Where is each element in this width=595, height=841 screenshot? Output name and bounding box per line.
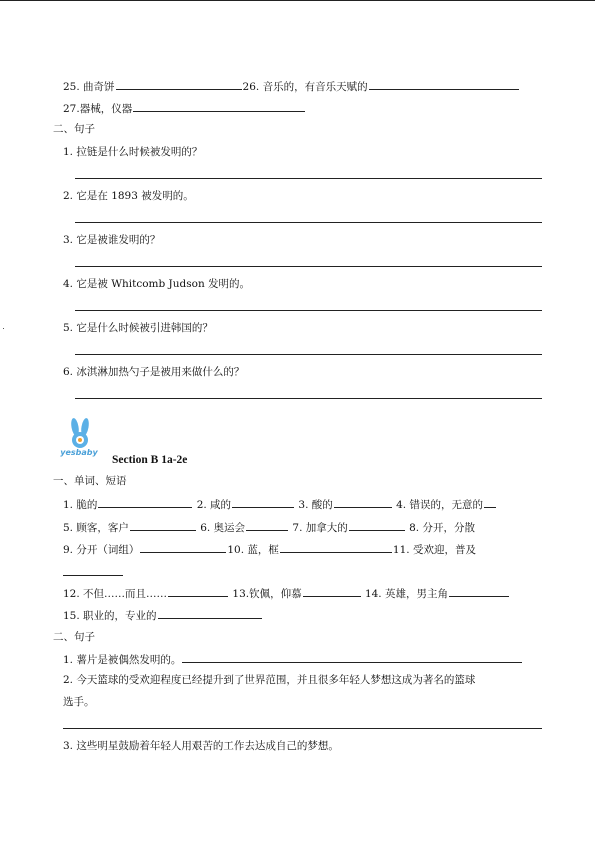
answer-blank[interactable] (303, 586, 361, 597)
vocab-row-5 (63, 608, 263, 623)
top-border (0, 0, 595, 1)
answer-line[interactable] (75, 222, 542, 223)
answer-blank[interactable] (130, 520, 196, 531)
answer-blank[interactable] (182, 652, 522, 663)
vocab-item-6: 6. 奥运会 (200, 522, 246, 534)
sentence-question-3: 3. 它是被谁发明的？ (63, 234, 161, 246)
vocab-item-5: 5. 顾客，客户 (63, 522, 129, 534)
vocab-item-10: 10. 蓝，框 (227, 544, 279, 556)
logo-text: yesbaby (60, 448, 98, 457)
vocab-item-27: 27.器械，仪器 (63, 103, 133, 115)
vocab-item-1: 1. 脆的 (63, 499, 98, 511)
sentence-b-1: 1. 薯片是被偶然发明的。 (63, 654, 182, 666)
answer-line[interactable] (75, 178, 542, 179)
sentence-question-5: 5. 它是什么时候被引进韩国的？ (63, 322, 213, 334)
sentence-b-3: 3. 这些明星鼓励着年轻人用艰苦的工作去达成自己的梦想。 (63, 740, 339, 752)
answer-blank[interactable] (484, 497, 496, 508)
sentence-question-1: 1. 拉链是什么时候被发明的？ (63, 146, 203, 158)
margin-mark (3, 328, 4, 329)
rabbit-logo-icon (55, 418, 103, 462)
vocab-row-27 (63, 101, 306, 116)
sentence-question-4: 4. 它是被 Whitcomb Judson 发明的。 (63, 278, 251, 290)
sentence-b-1-row (63, 652, 523, 667)
answer-blank[interactable] (168, 586, 228, 597)
answer-line[interactable] (75, 354, 542, 355)
section-title: Section B 1a-2e (112, 454, 188, 466)
answer-blank[interactable] (140, 542, 226, 553)
answer-blank[interactable] (334, 497, 392, 508)
vocab-item-3: 3. 酸的 (298, 499, 333, 511)
sentence-question-6: 6. 冰淇淋加热勺子是被用来做什么的？ (63, 366, 245, 378)
section-heading-sentences-b: 二、句子 (53, 631, 95, 643)
answer-blank[interactable] (280, 542, 392, 553)
answer-blank[interactable] (133, 101, 305, 112)
vocab-item-14: 14. 英雄，男主角 (364, 588, 448, 600)
vocab-item-25: 25. 曲奇饼 (63, 81, 115, 93)
answer-blank[interactable] (246, 520, 288, 531)
answer-line[interactable] (63, 728, 542, 729)
answer-line[interactable] (75, 266, 542, 267)
answer-line[interactable] (75, 310, 542, 311)
vocab-item-26: 26. 音乐的，有音乐天赋的 (242, 81, 368, 93)
vocab-row-3 (63, 542, 476, 557)
sentence-question-2: 2. 它是在 1893 被发明的。 (63, 190, 194, 202)
vocab-item-9: 9. 分开（词组） (63, 544, 140, 556)
answer-blank[interactable] (98, 497, 192, 508)
answer-blank[interactable] (369, 79, 519, 90)
vocab-row-1 (63, 497, 497, 512)
section-heading-vocab: 一、单词、短语 (53, 475, 127, 487)
vocab-item-11: 11. 受欢迎，普及 (392, 544, 476, 556)
section-heading-sentences: 二、句子 (53, 123, 95, 135)
vocab-row-4 (63, 586, 510, 601)
vocab-row-2 (63, 520, 475, 535)
vocab-item-4: 4. 错误的，无意的 (396, 499, 483, 511)
sentence-b-2-cont: 选手。 (63, 696, 95, 708)
vocab-item-12: 12. 不但……而且…… (63, 588, 168, 600)
answer-blank[interactable] (232, 497, 294, 508)
vocab-row-25-26 (63, 79, 520, 94)
vocab-item-15: 15. 职业的，专业的 (63, 610, 157, 622)
vocab-item-13: 13.钦佩，仰慕 (232, 588, 302, 600)
answer-line[interactable] (75, 398, 542, 399)
answer-blank[interactable] (158, 608, 262, 619)
sentence-b-2: 2. 今天篮球的受欢迎程度已经提升到了世界范围，并且很多年轻人梦想这成为著名的篮球 (63, 674, 476, 686)
answer-line[interactable] (63, 575, 123, 576)
vocab-item-7: 7. 加拿大的 (292, 522, 348, 534)
vocab-item-2: 2. 咸的 (196, 499, 232, 511)
answer-blank[interactable] (349, 520, 405, 531)
answer-blank[interactable] (449, 586, 509, 597)
answer-blank[interactable] (116, 79, 242, 90)
vocab-item-8: 8. 分开，分散 (409, 522, 475, 534)
